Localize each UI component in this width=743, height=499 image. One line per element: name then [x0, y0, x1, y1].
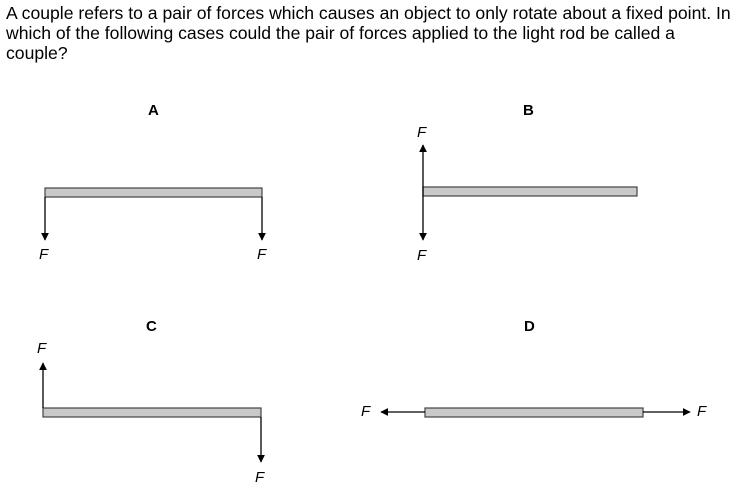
- panel-d-force-right-label: F: [697, 403, 707, 420]
- panel-c-label: C: [146, 318, 157, 335]
- panel-b-force-up-label: F: [417, 124, 427, 141]
- panel-b-force-down-label: F: [417, 247, 427, 264]
- panel-a-force-left-label: F: [39, 246, 49, 263]
- panel-b-rod: [423, 187, 637, 196]
- panel-d-label: D: [524, 318, 535, 335]
- panel-a-force-right-label: F: [257, 246, 267, 263]
- panel-c-force-up-label: F: [37, 340, 47, 357]
- panel-d-rod: [425, 408, 643, 417]
- panel-b-label: B: [523, 102, 534, 119]
- panel-c-force-down-label: F: [255, 469, 265, 486]
- question-text: A couple refers to a pair of forces which causes an object to only rotate about a fixed point. In which of the following cases could the pair of forces applied to the light rod be called a couple?: [6, 3, 731, 63]
- panel-a-rod: [45, 188, 262, 197]
- panel-c-rod: [43, 408, 261, 417]
- panel-a-label: A: [148, 102, 159, 119]
- panel-d-force-left-label: F: [361, 403, 371, 420]
